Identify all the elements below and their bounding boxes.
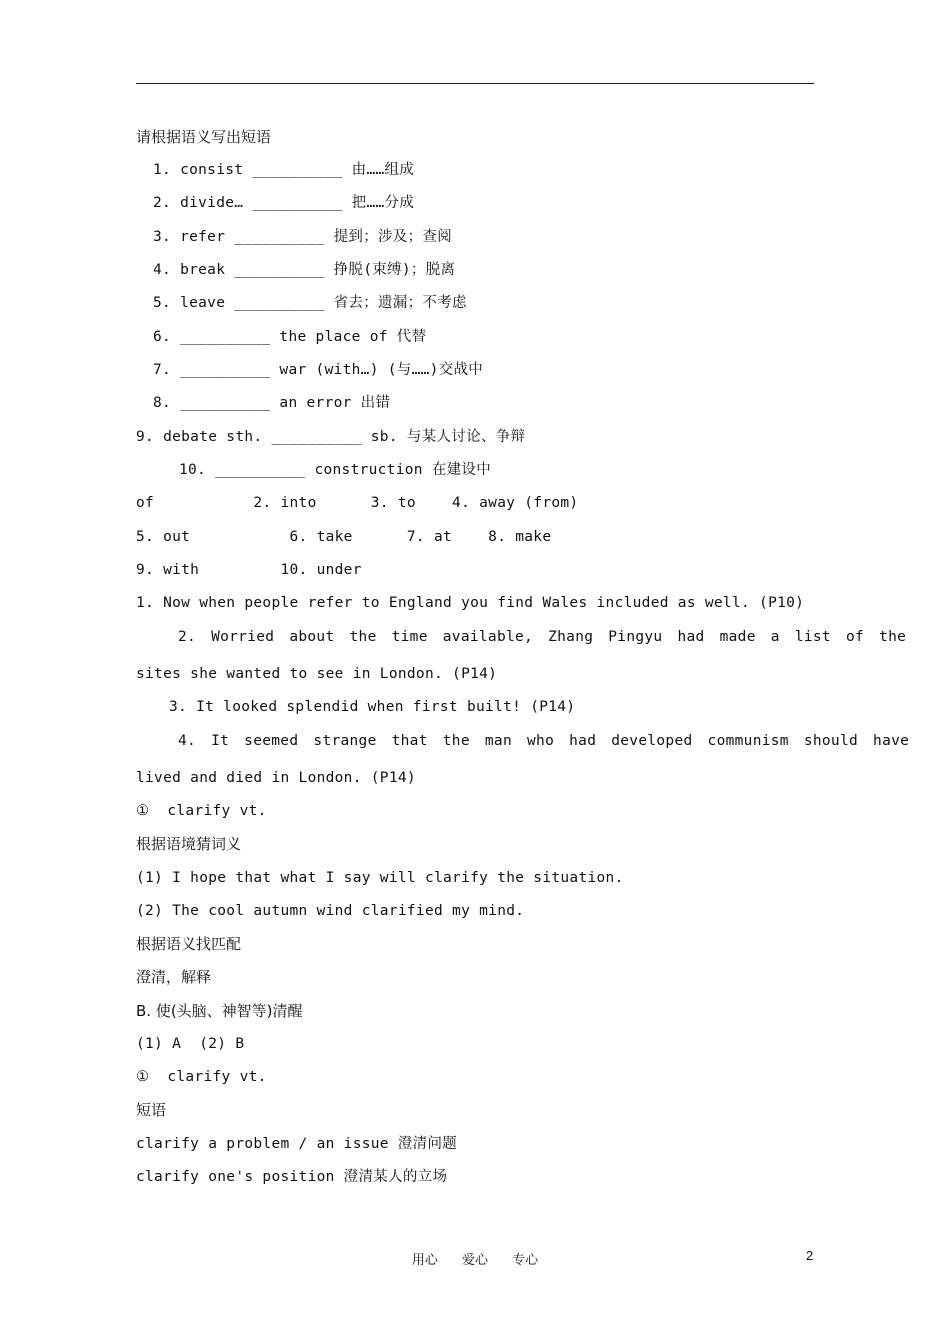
answer-row-2: 5. out 6. take 7. at 8. make [136, 529, 552, 545]
exercise-item-7: 7. __________ war (with…) (与……)交战中 [153, 362, 484, 378]
exercise-item-4: 4. break __________ 挣脱(束缚)；脱离 [153, 262, 456, 278]
sentence-1: 1. Now when people refer to England you find Wales included as well. (P10) [136, 595, 805, 611]
sentence-4-line-1: 4. It seemed strange that the man who had developed communism should have [178, 733, 910, 749]
exercise-item-6: 6. __________ the place of 代替 [153, 329, 427, 345]
meaning-b: B. 使(头脑、神智等)清醒 [136, 1002, 303, 1020]
example-sentence-2: (2) The cool autumn wind clarified my mind. [136, 903, 525, 919]
footer-text-3: 专心 [512, 1253, 539, 1268]
match-answers: (1) A (2) B [136, 1036, 245, 1052]
answer-row-3: 9. with 10. under [136, 562, 362, 578]
exercise-item-2: 2. divide… __________ 把……分成 [153, 195, 415, 211]
phrase-1: clarify a problem / an issue 澄清问题 [136, 1136, 458, 1152]
example-sentence-1: (1) I hope that what I say will clarify the situation. [136, 870, 624, 886]
exercise-item-1: 1. consist __________ 由……组成 [153, 162, 415, 178]
vocab-heading-clarify-2: ① clarify vt. [136, 1069, 267, 1085]
phrase-2: clarify one's position 澄清某人的立场 [136, 1169, 448, 1185]
exercise-item-5: 5. leave __________ 省去；遗漏；不考虑 [153, 295, 467, 311]
footer-text-1: 用心 [411, 1253, 438, 1268]
phrases-heading: 短语 [136, 1101, 167, 1119]
vocab-heading-clarify-1: ① clarify vt. [136, 803, 267, 819]
page-number: 2 [806, 1248, 814, 1263]
exercise-item-3: 3. refer __________ 提到；涉及；查阅 [153, 229, 452, 245]
guess-meaning-heading: 根据语境猜词义 [136, 835, 242, 853]
exercise-item-8: 8. __________ an error 出错 [153, 395, 391, 411]
header-rule [136, 83, 814, 84]
sentence-2-line-2: sites she wanted to see in London. (P14) [136, 666, 498, 682]
answer-row-1: of 2. into 3. to 4. away (from) [136, 495, 579, 511]
sentence-3: 3. It looked splendid when first built! (P14) [169, 699, 576, 715]
footer-text-2: 爱心 [461, 1253, 488, 1268]
meaning-a: 澄清，解释 [136, 968, 212, 986]
sentence-4-line-2: lived and died in London. (P14) [136, 770, 416, 786]
section-heading-phrases: 请根据语义写出短语 [136, 128, 272, 146]
sentence-2-line-1: 2. Worried about the time available, Zhang Pingyu had made a list of the [178, 629, 907, 645]
exercise-item-10: 10. __________ construction 在建设中 [179, 462, 492, 478]
exercise-item-9: 9. debate sth. __________ sb. 与某人讨论、争辩 [136, 429, 526, 445]
match-meaning-heading: 根据语义找匹配 [136, 935, 242, 953]
